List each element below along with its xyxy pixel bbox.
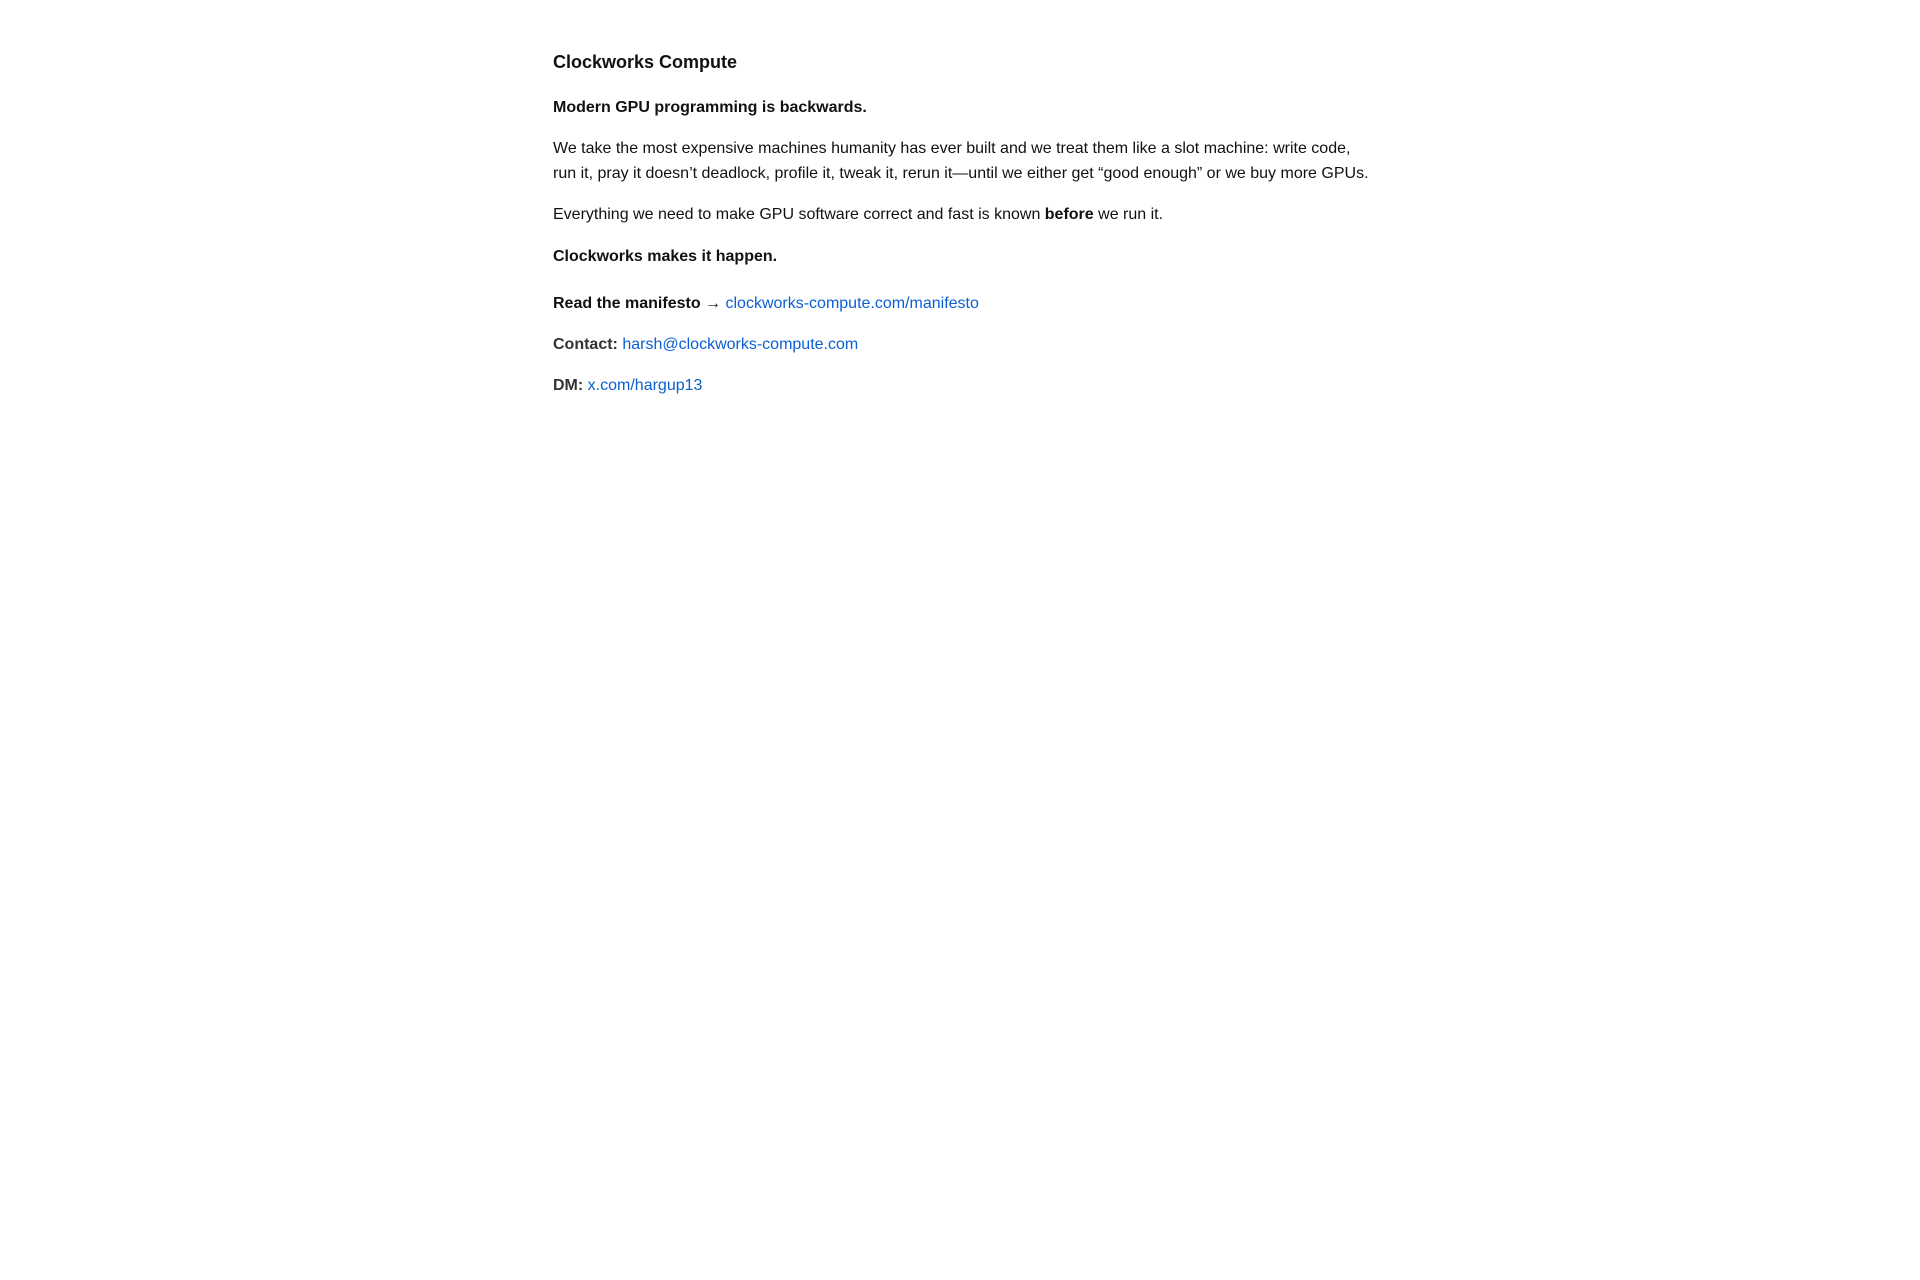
manifesto-link[interactable]: clockworks-compute.com/manifesto xyxy=(725,294,979,312)
before-emphasis: before xyxy=(1044,206,1094,223)
contact-row xyxy=(553,333,1373,357)
headline: Modern GPU programming is backwards. xyxy=(553,99,867,116)
contact-email-link[interactable]: harsh@clockworks-compute.com xyxy=(622,335,859,353)
dm-link[interactable]: x.com/hargup13 xyxy=(587,376,703,394)
contact-label: Contact: xyxy=(553,335,618,353)
page-content xyxy=(553,48,1373,398)
manifesto-row xyxy=(553,292,1373,316)
site-title: Clockworks Compute xyxy=(553,52,738,72)
known-before-paragraph xyxy=(553,203,1373,228)
known-after-text: we run it. xyxy=(1093,206,1164,223)
tagline: Clockworks makes it happen. xyxy=(553,247,778,265)
intro-paragraph: We take the most expensive machines humanity has ever built and we treat them like a slot machine: write code, run it, pray it doesn’t deadlock, profile it, tweak it, rerun it—until we either get “good enough” or we buy more GPUs. xyxy=(553,140,1369,182)
manifesto-label: Read the manifesto → xyxy=(553,294,722,312)
dm-label: DM: xyxy=(553,376,584,394)
known-before-text: Everything we need to make GPU software correct and fast is known xyxy=(553,206,1045,223)
dm-row xyxy=(553,374,1373,398)
